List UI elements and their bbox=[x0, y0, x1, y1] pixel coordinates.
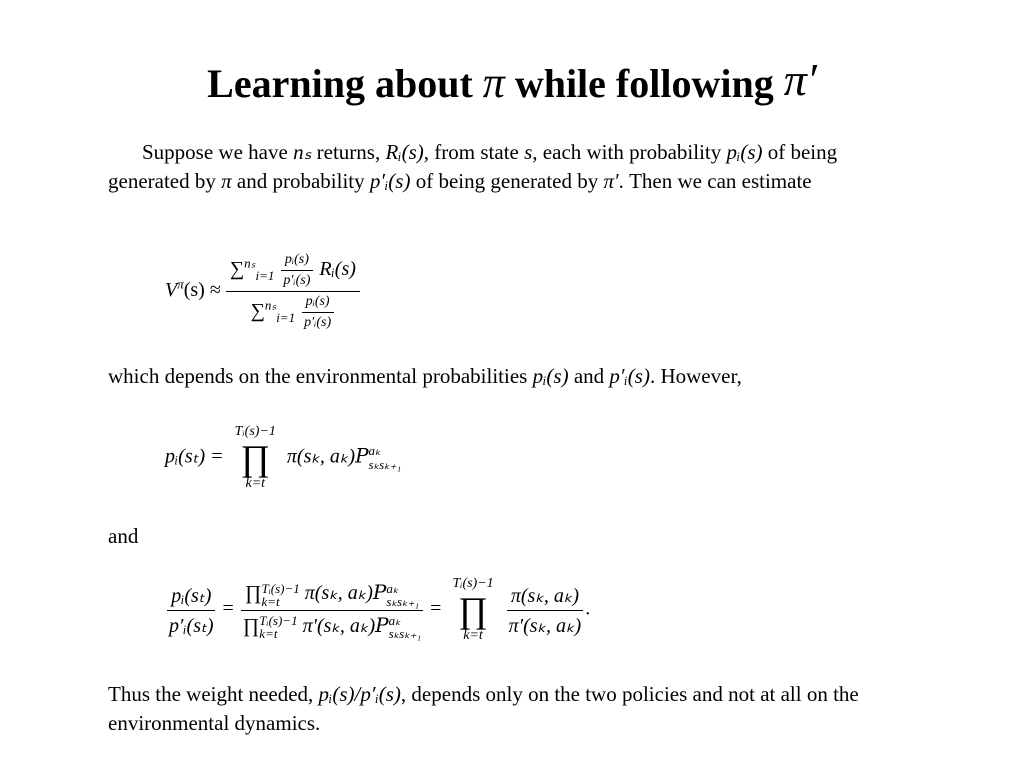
eq1-V: V bbox=[165, 279, 178, 302]
eq3-den-term: π′(sₖ, aₖ) bbox=[302, 614, 376, 637]
eq1-denominator bbox=[247, 292, 340, 331]
eq3-num-P: P bbox=[372, 580, 387, 605]
eq3-den-lower: k=t bbox=[259, 625, 278, 641]
eq1-V-sup: π bbox=[177, 276, 184, 292]
eq1-den-sum-symbol: ∑ bbox=[250, 300, 265, 323]
title-pi-prime-symbol: π′ bbox=[783, 54, 817, 105]
equation-trajectory-probability bbox=[165, 424, 401, 492]
eq3-den-upper: Tᵢ(s)−1 bbox=[259, 612, 298, 628]
intro-text-6: and probability bbox=[231, 169, 370, 193]
intro-text-5: of being generated by bbox=[108, 140, 838, 193]
slide-title bbox=[0, 54, 1024, 112]
intro-pip: p′ᵢ(s) bbox=[369, 169, 411, 193]
eq3-den-prod: ∏ bbox=[242, 614, 260, 637]
eq3-equals-2: = bbox=[430, 597, 442, 620]
eq3-period: . bbox=[585, 597, 591, 620]
depends-text-3: . However, bbox=[649, 364, 742, 388]
eq1-inner-ratio bbox=[279, 252, 314, 289]
depends-pip: p′ᵢ(s) bbox=[609, 364, 650, 388]
depends-pi: pᵢ(s) bbox=[532, 364, 569, 388]
and-text: and bbox=[108, 524, 139, 548]
eq1-sum-upper: nₛ bbox=[244, 255, 256, 271]
intro-text-8: . Then we can estimate bbox=[618, 169, 812, 193]
title-prefix: Learning about bbox=[207, 61, 483, 106]
thus-weight: pᵢ(s)/p′ᵢ(s) bbox=[318, 682, 401, 706]
eq1-ratio-num: pᵢ(s) bbox=[281, 252, 313, 271]
intro-pi: pᵢ(s) bbox=[726, 140, 763, 164]
depends-paragraph bbox=[108, 362, 898, 391]
intro-text-4: , each with probability bbox=[532, 140, 727, 164]
intro-pol: π bbox=[221, 169, 232, 193]
thus-text-2: , depends only on the two policies and not at all on the environmental dynamics. bbox=[108, 682, 859, 735]
eq3-den-P-sup: aₖ bbox=[388, 612, 401, 628]
eq3-equals-1: = bbox=[222, 597, 234, 620]
intro-text-2: returns, bbox=[311, 140, 386, 164]
eq1-return: Rᵢ(s) bbox=[319, 258, 356, 281]
conclusion-paragraph bbox=[108, 680, 898, 738]
eq1-ratio-den: p′ᵢ(s) bbox=[283, 273, 311, 288]
eq1-sum-lower: i=1 bbox=[255, 268, 275, 284]
eq3-ratio-den: π′(sₖ, aₖ) bbox=[508, 614, 582, 637]
eq1-main-fraction bbox=[226, 252, 360, 331]
intro-Ri: Rᵢ(s) bbox=[385, 140, 424, 164]
eq2-product-symbol: ∏ bbox=[240, 438, 271, 478]
eq1-sum-symbol: ∑ bbox=[229, 258, 245, 281]
title-pi-symbol: π bbox=[482, 58, 505, 107]
eq3-num-P-sup: aₖ bbox=[386, 580, 399, 596]
eq3-ratio-num: π(sₖ, aₖ) bbox=[507, 583, 583, 611]
intro-text-7: of being generated by bbox=[410, 169, 604, 193]
eq3-lhs-fraction bbox=[165, 583, 218, 638]
eq2-product bbox=[235, 424, 276, 492]
intro-text-1: Suppose we have bbox=[142, 140, 294, 164]
eq3-middle-num bbox=[241, 580, 423, 610]
eq2-P-sup: aₖ bbox=[368, 443, 381, 458]
intro-paragraph bbox=[108, 138, 898, 196]
eq2-P-sub: sₖsₖ₊₁ bbox=[368, 457, 402, 472]
eq3-num-lower: k=t bbox=[261, 593, 280, 609]
eq3-num-prod: ∏ bbox=[245, 582, 262, 605]
thus-text-1: Thus the weight needed, bbox=[108, 682, 319, 706]
eq2-transition-P: P bbox=[355, 443, 369, 468]
depends-text-1: which depends on the environmental probabilities bbox=[108, 364, 533, 388]
equation-importance-ratio bbox=[165, 576, 590, 644]
eq3-product bbox=[452, 576, 493, 644]
eq3-product-symbol: ∏ bbox=[458, 590, 488, 630]
eq3-middle-fraction bbox=[239, 580, 425, 640]
eq1-lhs-arg: (s) ≈ bbox=[183, 279, 221, 302]
eq3-num-term: π(sₖ, aₖ) bbox=[304, 582, 373, 605]
eq1-den-sum-upper: nₛ bbox=[264, 297, 277, 313]
eq3-product-upper: Tᵢ(s)−1 bbox=[452, 576, 494, 591]
eq3-num-upper: Tᵢ(s)−1 bbox=[261, 580, 300, 596]
eq3-policy-ratio bbox=[505, 583, 586, 638]
eq3-middle-den bbox=[239, 611, 425, 640]
eq3-product-lower: k=t bbox=[463, 628, 483, 643]
eq2-product-upper: Tᵢ(s)−1 bbox=[234, 424, 276, 439]
eq2-lhs: pᵢ(sₜ) = bbox=[165, 445, 224, 468]
eq1-den-ratio bbox=[300, 294, 335, 331]
eq3-num-P-sub: sₖsₖ₊₁ bbox=[386, 593, 419, 609]
eq3-den-P-sub: sₖsₖ₊₁ bbox=[388, 625, 422, 641]
eq1-den-sum-lower: i=1 bbox=[276, 310, 296, 326]
title-middle: while following bbox=[504, 61, 784, 106]
eq3-den-P: P bbox=[375, 612, 389, 637]
eq1-den-ratio-num: pᵢ(s) bbox=[302, 294, 334, 313]
intro-polp: π′ bbox=[603, 169, 619, 193]
intro-text-3: , from state bbox=[423, 140, 525, 164]
eq2-product-lower: k=t bbox=[245, 476, 266, 491]
eq3-lhs-den: p′ᵢ(sₜ) bbox=[169, 614, 214, 637]
and-paragraph bbox=[108, 522, 898, 551]
eq1-numerator bbox=[226, 252, 360, 292]
eq1-den-ratio-den: p′ᵢ(s) bbox=[304, 315, 332, 330]
intro-ns: nₛ bbox=[293, 140, 312, 164]
equation-value-estimate bbox=[165, 252, 360, 331]
depends-text-2: and bbox=[568, 364, 610, 388]
eq3-lhs-num: pᵢ(sₜ) bbox=[167, 583, 215, 611]
eq2-policy-term: π(sₖ, aₖ) bbox=[286, 445, 356, 468]
intro-s: s bbox=[524, 140, 533, 164]
